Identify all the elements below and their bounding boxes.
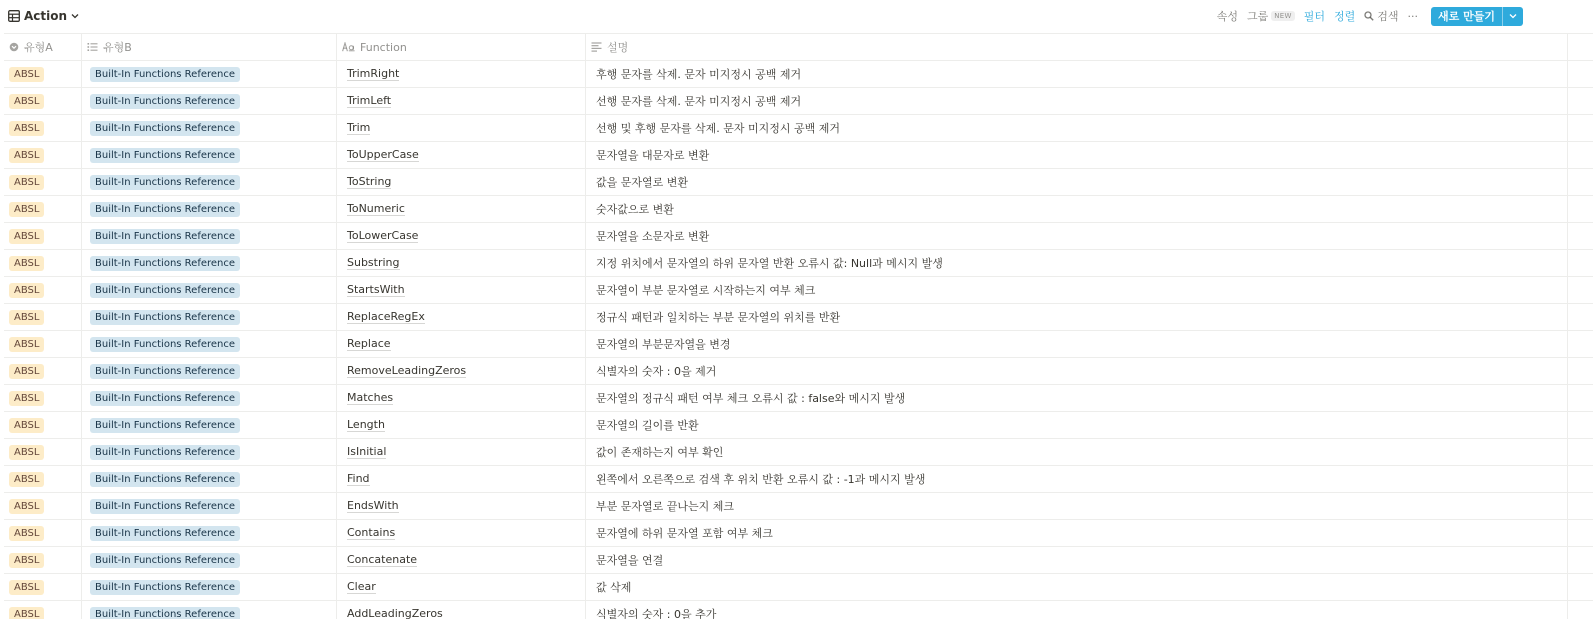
type-a-tag: ABSL [9, 310, 44, 325]
cell-description[interactable] [586, 304, 1568, 330]
table-row[interactable] [4, 115, 1593, 142]
table-row[interactable] [4, 574, 1593, 601]
cell-type-b[interactable] [82, 61, 337, 87]
database-table [4, 33, 1593, 619]
function-name[interactable]: ToLowerCase [347, 229, 419, 242]
cell-function[interactable] [337, 115, 586, 141]
function-name[interactable]: ToString [347, 175, 392, 188]
description-text: 부분 문자열로 끝나는지 체크 [596, 500, 735, 513]
type-a-tag: ABSL [9, 472, 44, 487]
table-body [4, 61, 1593, 619]
cell-type-b[interactable] [82, 385, 337, 411]
cell-description[interactable] [586, 331, 1568, 357]
cell-type-b[interactable] [82, 547, 337, 573]
cell-function[interactable] [337, 304, 586, 330]
cell-type-b[interactable] [82, 115, 337, 141]
cell-function[interactable] [337, 601, 586, 619]
cell-type-a[interactable] [4, 439, 82, 465]
cell-description[interactable] [586, 169, 1568, 195]
cell-type-a[interactable] [4, 601, 82, 619]
cell-function[interactable] [337, 439, 586, 465]
type-a-tag: ABSL [9, 499, 44, 514]
cell-type-b[interactable] [82, 358, 337, 384]
function-name[interactable]: ReplaceRegEx [347, 310, 425, 323]
cell-function[interactable] [337, 61, 586, 87]
cell-description[interactable] [586, 385, 1568, 411]
description-text: 문자열에 하위 문자열 포함 여부 체크 [596, 527, 773, 540]
cell-type-a[interactable] [4, 385, 82, 411]
cell-description[interactable] [586, 196, 1568, 222]
table-row[interactable] [4, 196, 1593, 223]
type-b-tag: Built-In Functions Reference [90, 607, 240, 619]
view-name: Action [24, 9, 68, 23]
cell-type-a[interactable] [4, 547, 82, 573]
cell-function[interactable] [337, 358, 586, 384]
cell-description[interactable] [586, 547, 1568, 573]
properties-button[interactable] [1217, 8, 1238, 24]
type-b-tag: Built-In Functions Reference [90, 310, 240, 325]
table-row[interactable] [4, 88, 1593, 115]
cell-type-a[interactable] [4, 250, 82, 276]
cell-type-a[interactable] [4, 358, 82, 384]
cell-function[interactable] [337, 277, 586, 303]
cell-function[interactable] [337, 223, 586, 249]
properties-label: 속성 [1216, 10, 1238, 23]
search-button[interactable] [1364, 8, 1398, 24]
cell-type-b[interactable] [82, 277, 337, 303]
table-header [4, 33, 1593, 61]
select-icon [9, 42, 19, 52]
table-row[interactable] [4, 61, 1593, 88]
type-a-tag: ABSL [9, 445, 44, 460]
cell-description[interactable] [586, 115, 1568, 141]
cell-type-b[interactable] [82, 169, 337, 195]
function-name[interactable]: RemoveLeadingZeros [347, 364, 467, 377]
function-name[interactable]: ToNumeric [347, 202, 405, 215]
column-header-label: 유형B [103, 41, 132, 54]
cell-type-b[interactable] [82, 88, 337, 114]
cell-type-a[interactable] [4, 169, 82, 195]
column-header-description[interactable] [586, 34, 1568, 60]
cell-type-b[interactable] [82, 520, 337, 546]
description-text: 문자열의 길이를 반환 [596, 419, 699, 432]
table-row[interactable] [4, 412, 1593, 439]
chevron-down-icon [71, 12, 79, 20]
cell-function[interactable] [337, 547, 586, 573]
type-a-tag: ABSL [9, 391, 44, 406]
table-row[interactable] [4, 223, 1593, 250]
cell-type-a[interactable] [4, 466, 82, 492]
function-name[interactable]: AddLeadingZeros [347, 607, 443, 619]
table-icon [8, 10, 20, 22]
cell-description[interactable] [586, 277, 1568, 303]
function-name[interactable]: ToUpperCase [347, 148, 419, 161]
cell-type-a[interactable] [4, 304, 82, 330]
cell-function[interactable] [337, 331, 586, 357]
cell-type-b[interactable] [82, 196, 337, 222]
text-icon [342, 42, 355, 52]
cell-function[interactable] [337, 196, 586, 222]
sort-button[interactable] [1334, 8, 1355, 24]
table-row[interactable] [4, 358, 1593, 385]
cell-description[interactable] [586, 574, 1568, 600]
cell-type-a[interactable] [4, 88, 82, 114]
type-b-tag: Built-In Functions Reference [90, 202, 240, 217]
column-header-type-b[interactable] [82, 34, 337, 60]
search-icon [1364, 11, 1374, 21]
chevron-down-icon [1509, 12, 1517, 20]
cell-type-b[interactable] [82, 439, 337, 465]
type-b-tag: Built-In Functions Reference [90, 472, 240, 487]
type-a-tag: ABSL [9, 175, 44, 190]
table-row[interactable] [4, 466, 1593, 493]
function-name[interactable]: Length [347, 418, 385, 431]
cell-description[interactable] [586, 493, 1568, 519]
table-row[interactable] [4, 601, 1593, 619]
function-name[interactable]: Find [347, 472, 370, 485]
table-row[interactable] [4, 385, 1593, 412]
column-header-label: Function [360, 40, 407, 54]
function-name[interactable]: Concatenate [347, 553, 418, 566]
cell-function[interactable] [337, 520, 586, 546]
cell-function[interactable] [337, 466, 586, 492]
description-text: 값이 존재하는지 여부 확인 [596, 446, 724, 459]
cell-type-a[interactable] [4, 574, 82, 600]
filter-button[interactable] [1304, 8, 1325, 24]
cell-description[interactable] [586, 223, 1568, 249]
new-button-group [1431, 7, 1523, 26]
type-a-tag: ABSL [9, 229, 44, 244]
column-header-function[interactable] [337, 34, 586, 60]
column-header-type-a[interactable] [4, 34, 82, 60]
type-a-tag: ABSL [9, 580, 44, 595]
cell-description[interactable] [586, 88, 1568, 114]
description-text: 후행 문자를 삭제. 문자 미지정시 공백 제거 [596, 68, 802, 81]
cell-function[interactable] [337, 169, 586, 195]
type-b-tag: Built-In Functions Reference [90, 526, 240, 541]
cell-type-b[interactable] [82, 223, 337, 249]
sort-label: 정렬 [1334, 10, 1356, 23]
type-b-tag: Built-In Functions Reference [90, 337, 240, 352]
type-a-tag: ABSL [9, 121, 44, 136]
type-b-tag: Built-In Functions Reference [90, 121, 240, 136]
type-b-tag: Built-In Functions Reference [90, 283, 240, 298]
cell-type-b[interactable] [82, 304, 337, 330]
table-row[interactable] [4, 277, 1593, 304]
type-b-tag: Built-In Functions Reference [90, 418, 240, 433]
cell-type-a[interactable] [4, 142, 82, 168]
cell-type-b[interactable] [82, 412, 337, 438]
column-header-label: 설명 [607, 41, 629, 54]
cell-type-a[interactable] [4, 277, 82, 303]
cell-type-a[interactable] [4, 412, 82, 438]
type-b-tag: Built-In Functions Reference [90, 391, 240, 406]
type-b-tag: Built-In Functions Reference [90, 580, 240, 595]
description-text: 지정 위치에서 문자열의 하위 문자열 반환 오류시 값: Null과 메시지 발생 [596, 257, 943, 270]
search-label: 검색 [1377, 10, 1399, 23]
cell-type-b[interactable] [82, 574, 337, 600]
cell-type-a[interactable] [4, 520, 82, 546]
type-b-tag: Built-In Functions Reference [90, 148, 240, 163]
new-button-dropdown[interactable] [1502, 7, 1523, 26]
cell-description[interactable] [586, 358, 1568, 384]
description-text: 문자열의 정규식 패턴 여부 체크 오류시 값 : false와 메시지 발생 [596, 392, 906, 405]
function-name[interactable]: Trim [347, 121, 371, 134]
type-b-tag: Built-In Functions Reference [90, 445, 240, 460]
cell-function[interactable] [337, 142, 586, 168]
filter-label: 필터 [1303, 10, 1325, 23]
function-name[interactable]: TrimLeft [347, 94, 392, 107]
description-text: 값 삭제 [596, 581, 632, 594]
cell-description[interactable] [586, 412, 1568, 438]
type-a-tag: ABSL [9, 337, 44, 352]
cell-description[interactable] [586, 439, 1568, 465]
table-row[interactable] [4, 547, 1593, 574]
type-b-tag: Built-In Functions Reference [90, 175, 240, 190]
function-name[interactable]: IsInitial [347, 445, 387, 458]
description-text: 문자열을 대문자로 변환 [596, 149, 710, 162]
table-row[interactable] [4, 439, 1593, 466]
type-a-tag: ABSL [9, 67, 44, 82]
description-text: 문자열을 연결 [596, 554, 664, 567]
description-text: 식별자의 숫자 : 0을 추가 [596, 608, 717, 619]
type-a-tag: ABSL [9, 202, 44, 217]
type-b-tag: Built-In Functions Reference [90, 364, 240, 379]
cell-function[interactable] [337, 412, 586, 438]
description-text: 왼쪽에서 오른쪽으로 검색 후 위치 반환 오류시 값 : -1과 메시지 발생 [596, 473, 926, 486]
cell-type-b[interactable] [82, 493, 337, 519]
group-button[interactable] [1247, 8, 1295, 24]
cell-type-b[interactable] [82, 142, 337, 168]
cell-type-b[interactable] [82, 331, 337, 357]
type-a-tag: ABSL [9, 283, 44, 298]
new-badge: NEW [1271, 11, 1294, 21]
table-row[interactable] [4, 520, 1593, 547]
column-header-label: 유형A [24, 41, 53, 54]
table-row[interactable] [4, 493, 1593, 520]
function-name[interactable]: Contains [347, 526, 396, 539]
cell-function[interactable] [337, 385, 586, 411]
table-row[interactable] [4, 250, 1593, 277]
description-text: 문자열이 부분 문자열로 시작하는지 여부 체크 [596, 284, 816, 297]
type-b-tag: Built-In Functions Reference [90, 67, 240, 82]
function-name[interactable]: Replace [347, 337, 391, 350]
function-name[interactable]: TrimRight [347, 67, 400, 80]
description-text: 문자열을 소문자로 변환 [596, 230, 710, 243]
type-a-tag: ABSL [9, 526, 44, 541]
cell-function[interactable] [337, 574, 586, 600]
description-text: 값을 문자열로 변환 [596, 176, 689, 189]
type-a-tag: ABSL [9, 94, 44, 109]
cell-description[interactable] [586, 466, 1568, 492]
function-name[interactable]: EndsWith [347, 499, 399, 512]
list-icon [87, 42, 98, 52]
description-text: 숫자값으로 변환 [596, 203, 674, 216]
cell-description[interactable] [586, 61, 1568, 87]
group-label: 그룹 [1246, 10, 1269, 23]
cell-description[interactable] [586, 250, 1568, 276]
cell-type-a[interactable] [4, 223, 82, 249]
type-a-tag: ABSL [9, 364, 44, 379]
cell-description[interactable] [586, 520, 1568, 546]
cell-function[interactable] [337, 493, 586, 519]
type-a-tag: ABSL [9, 418, 44, 433]
description-text: 정규식 패턴과 일치하는 부분 문자열의 위치를 반환 [596, 311, 841, 324]
cell-type-a[interactable] [4, 196, 82, 222]
type-a-tag: ABSL [9, 256, 44, 271]
description-text: 선행 및 후행 문자를 삭제. 문자 미지정시 공백 제거 [596, 122, 840, 135]
lines-icon [591, 42, 602, 52]
function-name[interactable]: StartsWith [347, 283, 405, 296]
type-b-tag: Built-In Functions Reference [90, 256, 240, 271]
more-icon: ··· [1407, 9, 1419, 23]
database-toolbar [0, 0, 1593, 32]
cell-type-a[interactable] [4, 61, 82, 87]
more-options-button[interactable] [1408, 10, 1419, 23]
type-b-tag: Built-In Functions Reference [90, 553, 240, 568]
cell-description[interactable] [586, 142, 1568, 168]
type-a-tag: ABSL [9, 607, 44, 619]
cell-type-b[interactable] [82, 601, 337, 619]
table-row[interactable] [4, 331, 1593, 358]
view-switcher[interactable] [8, 7, 79, 25]
type-b-tag: Built-In Functions Reference [90, 94, 240, 109]
cell-type-a[interactable] [4, 331, 82, 357]
type-a-tag: ABSL [9, 148, 44, 163]
table-row[interactable] [4, 142, 1593, 169]
description-text: 식별자의 숫자 : 0을 제거 [596, 365, 717, 378]
function-name[interactable]: Substring [347, 256, 400, 269]
cell-type-b[interactable] [82, 250, 337, 276]
type-b-tag: Built-In Functions Reference [90, 229, 240, 244]
table-row[interactable] [4, 169, 1593, 196]
cell-type-a[interactable] [4, 493, 82, 519]
type-a-tag: ABSL [9, 553, 44, 568]
cell-function[interactable] [337, 250, 586, 276]
function-name[interactable]: Matches [347, 391, 394, 404]
new-button[interactable]: 새로 만들기 [1438, 10, 1495, 23]
cell-type-b[interactable] [82, 466, 337, 492]
cell-description[interactable] [586, 601, 1568, 619]
cell-type-a[interactable] [4, 115, 82, 141]
toolbar-actions [1217, 6, 1523, 26]
type-b-tag: Built-In Functions Reference [90, 499, 240, 514]
function-name[interactable]: Clear [347, 580, 376, 593]
table-row[interactable] [4, 304, 1593, 331]
description-text: 선행 문자를 삭제. 문자 미지정시 공백 제거 [596, 95, 802, 108]
description-text: 문자열의 부분문자열을 변경 [596, 338, 731, 351]
cell-function[interactable] [337, 88, 586, 114]
